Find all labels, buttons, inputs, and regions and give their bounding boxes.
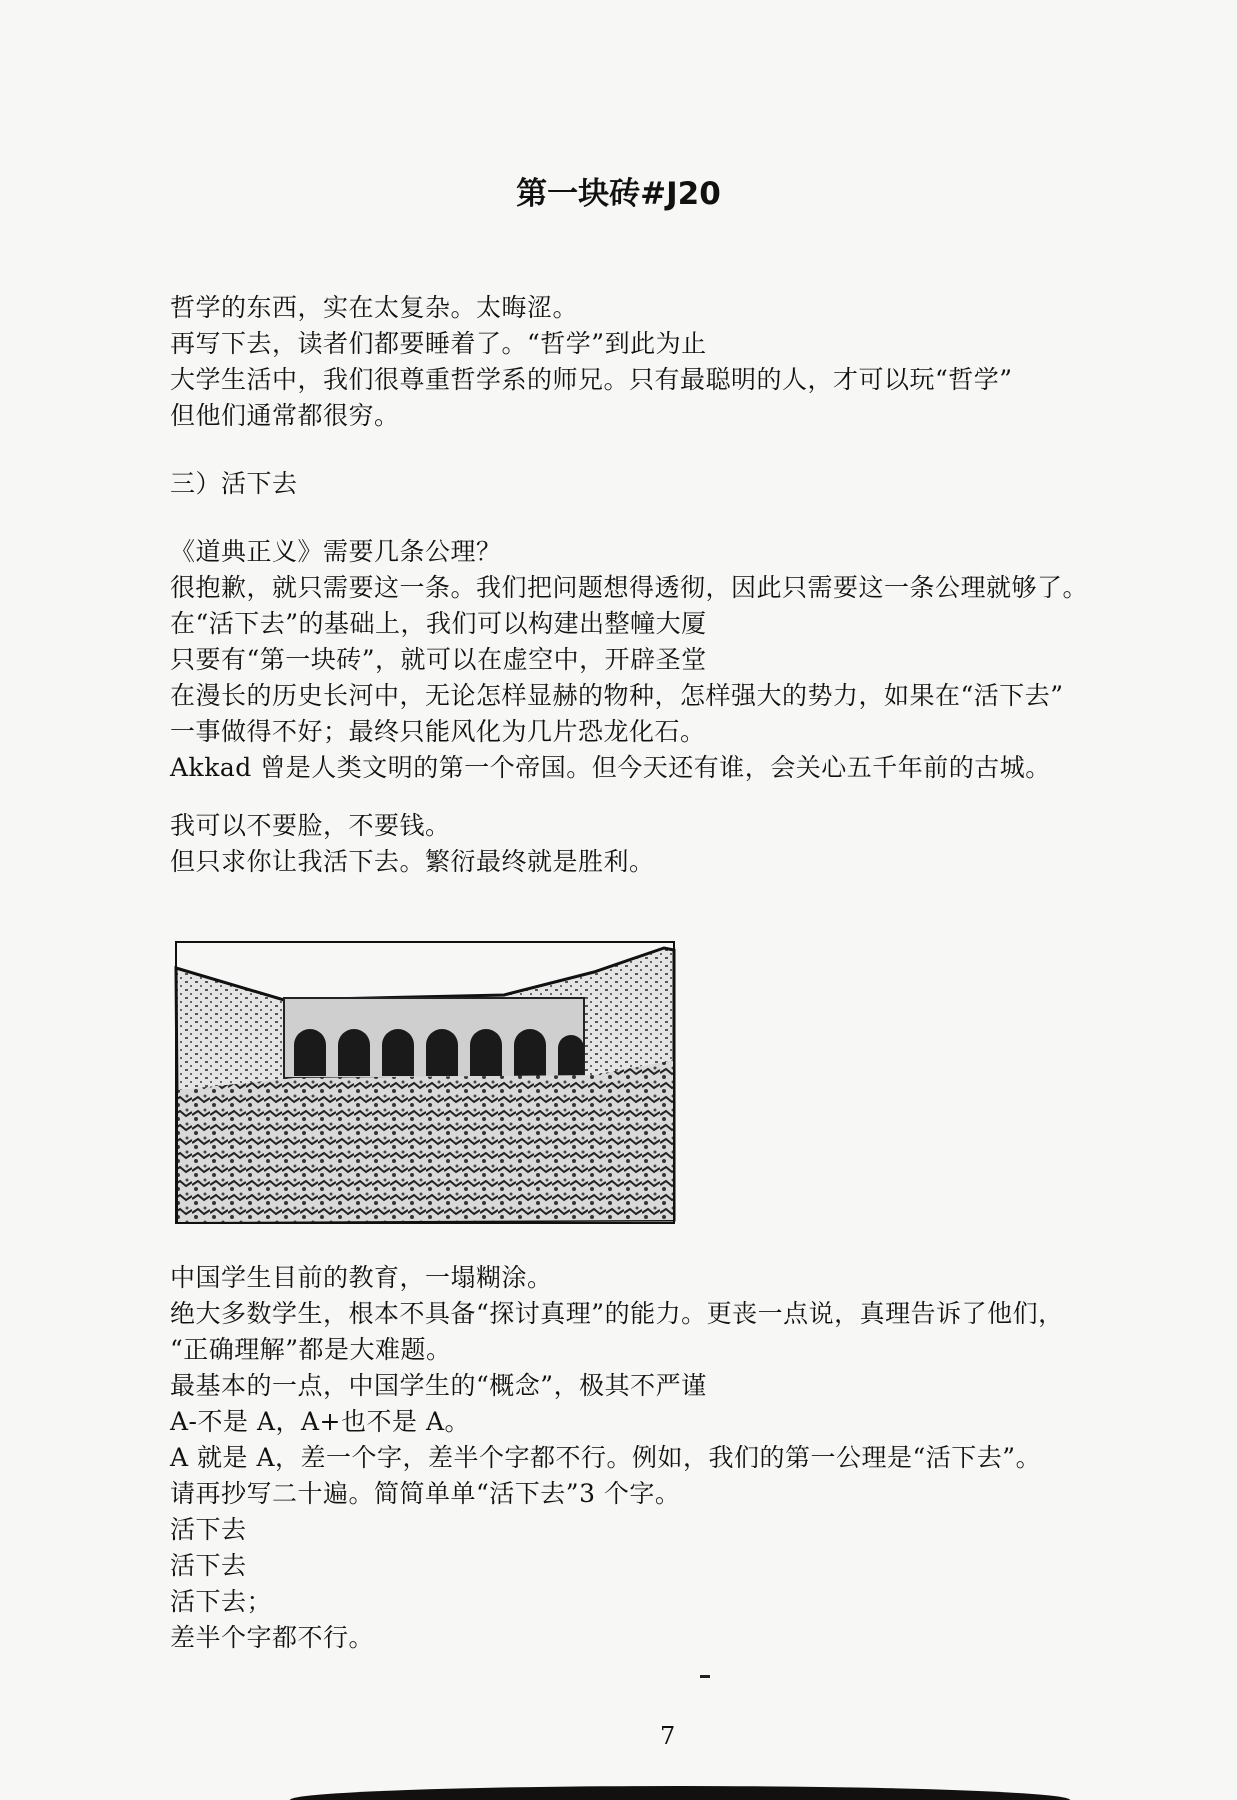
text-line: 《道典正义》需要几条公理？ xyxy=(170,537,502,566)
text-line: A 就是 A，差一个字，差半个字都不行。例如，我们的第一公理是“活下去”。 xyxy=(170,1443,1042,1472)
stray-mark xyxy=(700,1675,710,1678)
text-line: 绝大多数学生，根本不具备“探讨真理”的能力。更丧一点说，真理告诉了他们， xyxy=(170,1299,1064,1328)
page-title: 第一块砖#J20 xyxy=(516,176,721,212)
text-line: 活下去 xyxy=(170,1551,247,1580)
scan-bottom-edge xyxy=(290,1786,1070,1800)
text-line: 在“活下去”的基础上，我们可以构建出整幢大厦 xyxy=(170,609,707,638)
text-line: 哲学的东西，实在太复杂。太晦涩。 xyxy=(170,293,579,322)
text-line: 但只求你让我活下去。繁衍最终就是胜利。 xyxy=(170,847,655,876)
text-line: 再写下去，读者们都要睡着了。“哲学”到此为止 xyxy=(170,329,707,358)
text-line: 中国学生目前的教育，一塌糊涂。 xyxy=(170,1263,553,1292)
section-heading: 三）活下去 xyxy=(170,469,298,498)
text-line: 最基本的一点，中国学生的“概念”，极其不严谨 xyxy=(170,1371,707,1400)
text-line: 活下去 xyxy=(170,1515,247,1544)
paragraph-axiom xyxy=(170,534,1180,786)
text-line: 只要有“第一块砖”，就可以在虚空中，开辟圣堂 xyxy=(170,645,707,674)
text-line: 很抱歉，就只需要这一条。我们把问题想得透彻，因此只需要这一条公理就够了。 xyxy=(170,573,1089,602)
text-line: 活下去； xyxy=(170,1587,273,1616)
ruins-photo xyxy=(174,940,676,1225)
text-line: 但他们通常都很穷。 xyxy=(170,401,400,430)
section-heading-block xyxy=(170,466,1180,502)
page-number: 7 xyxy=(660,1722,676,1750)
text-line: 大学生活中，我们很尊重哲学系的师兄。只有最聪明的人，才可以玩“哲学” xyxy=(170,365,1013,394)
text-line: 一事做得不好；最终只能风化为几片恐龙化石。 xyxy=(170,717,706,746)
text-line: “正确理解”都是大难题。 xyxy=(170,1335,452,1364)
text-line: 差半个字都不行。 xyxy=(170,1623,375,1652)
text-line: Akkad 曾是人类文明的第一个帝国。但今天还有谁，会关心五千年前的古城。 xyxy=(170,753,1051,782)
paragraph-education xyxy=(170,1260,1180,1656)
text-line: 我可以不要脸，不要钱。 xyxy=(170,811,451,840)
text-line: 请再抄写二十遍。简简单单“活下去”3 个字。 xyxy=(170,1479,681,1508)
text-line: A-不是 A，A+也不是 A。 xyxy=(170,1407,471,1436)
text-line: 在漫长的历史长河中，无论怎样显赫的物种，怎样强大的势力，如果在“活下去” xyxy=(170,681,1064,710)
paragraph-philosophy xyxy=(170,290,1180,434)
paragraph-survive xyxy=(170,808,1180,880)
